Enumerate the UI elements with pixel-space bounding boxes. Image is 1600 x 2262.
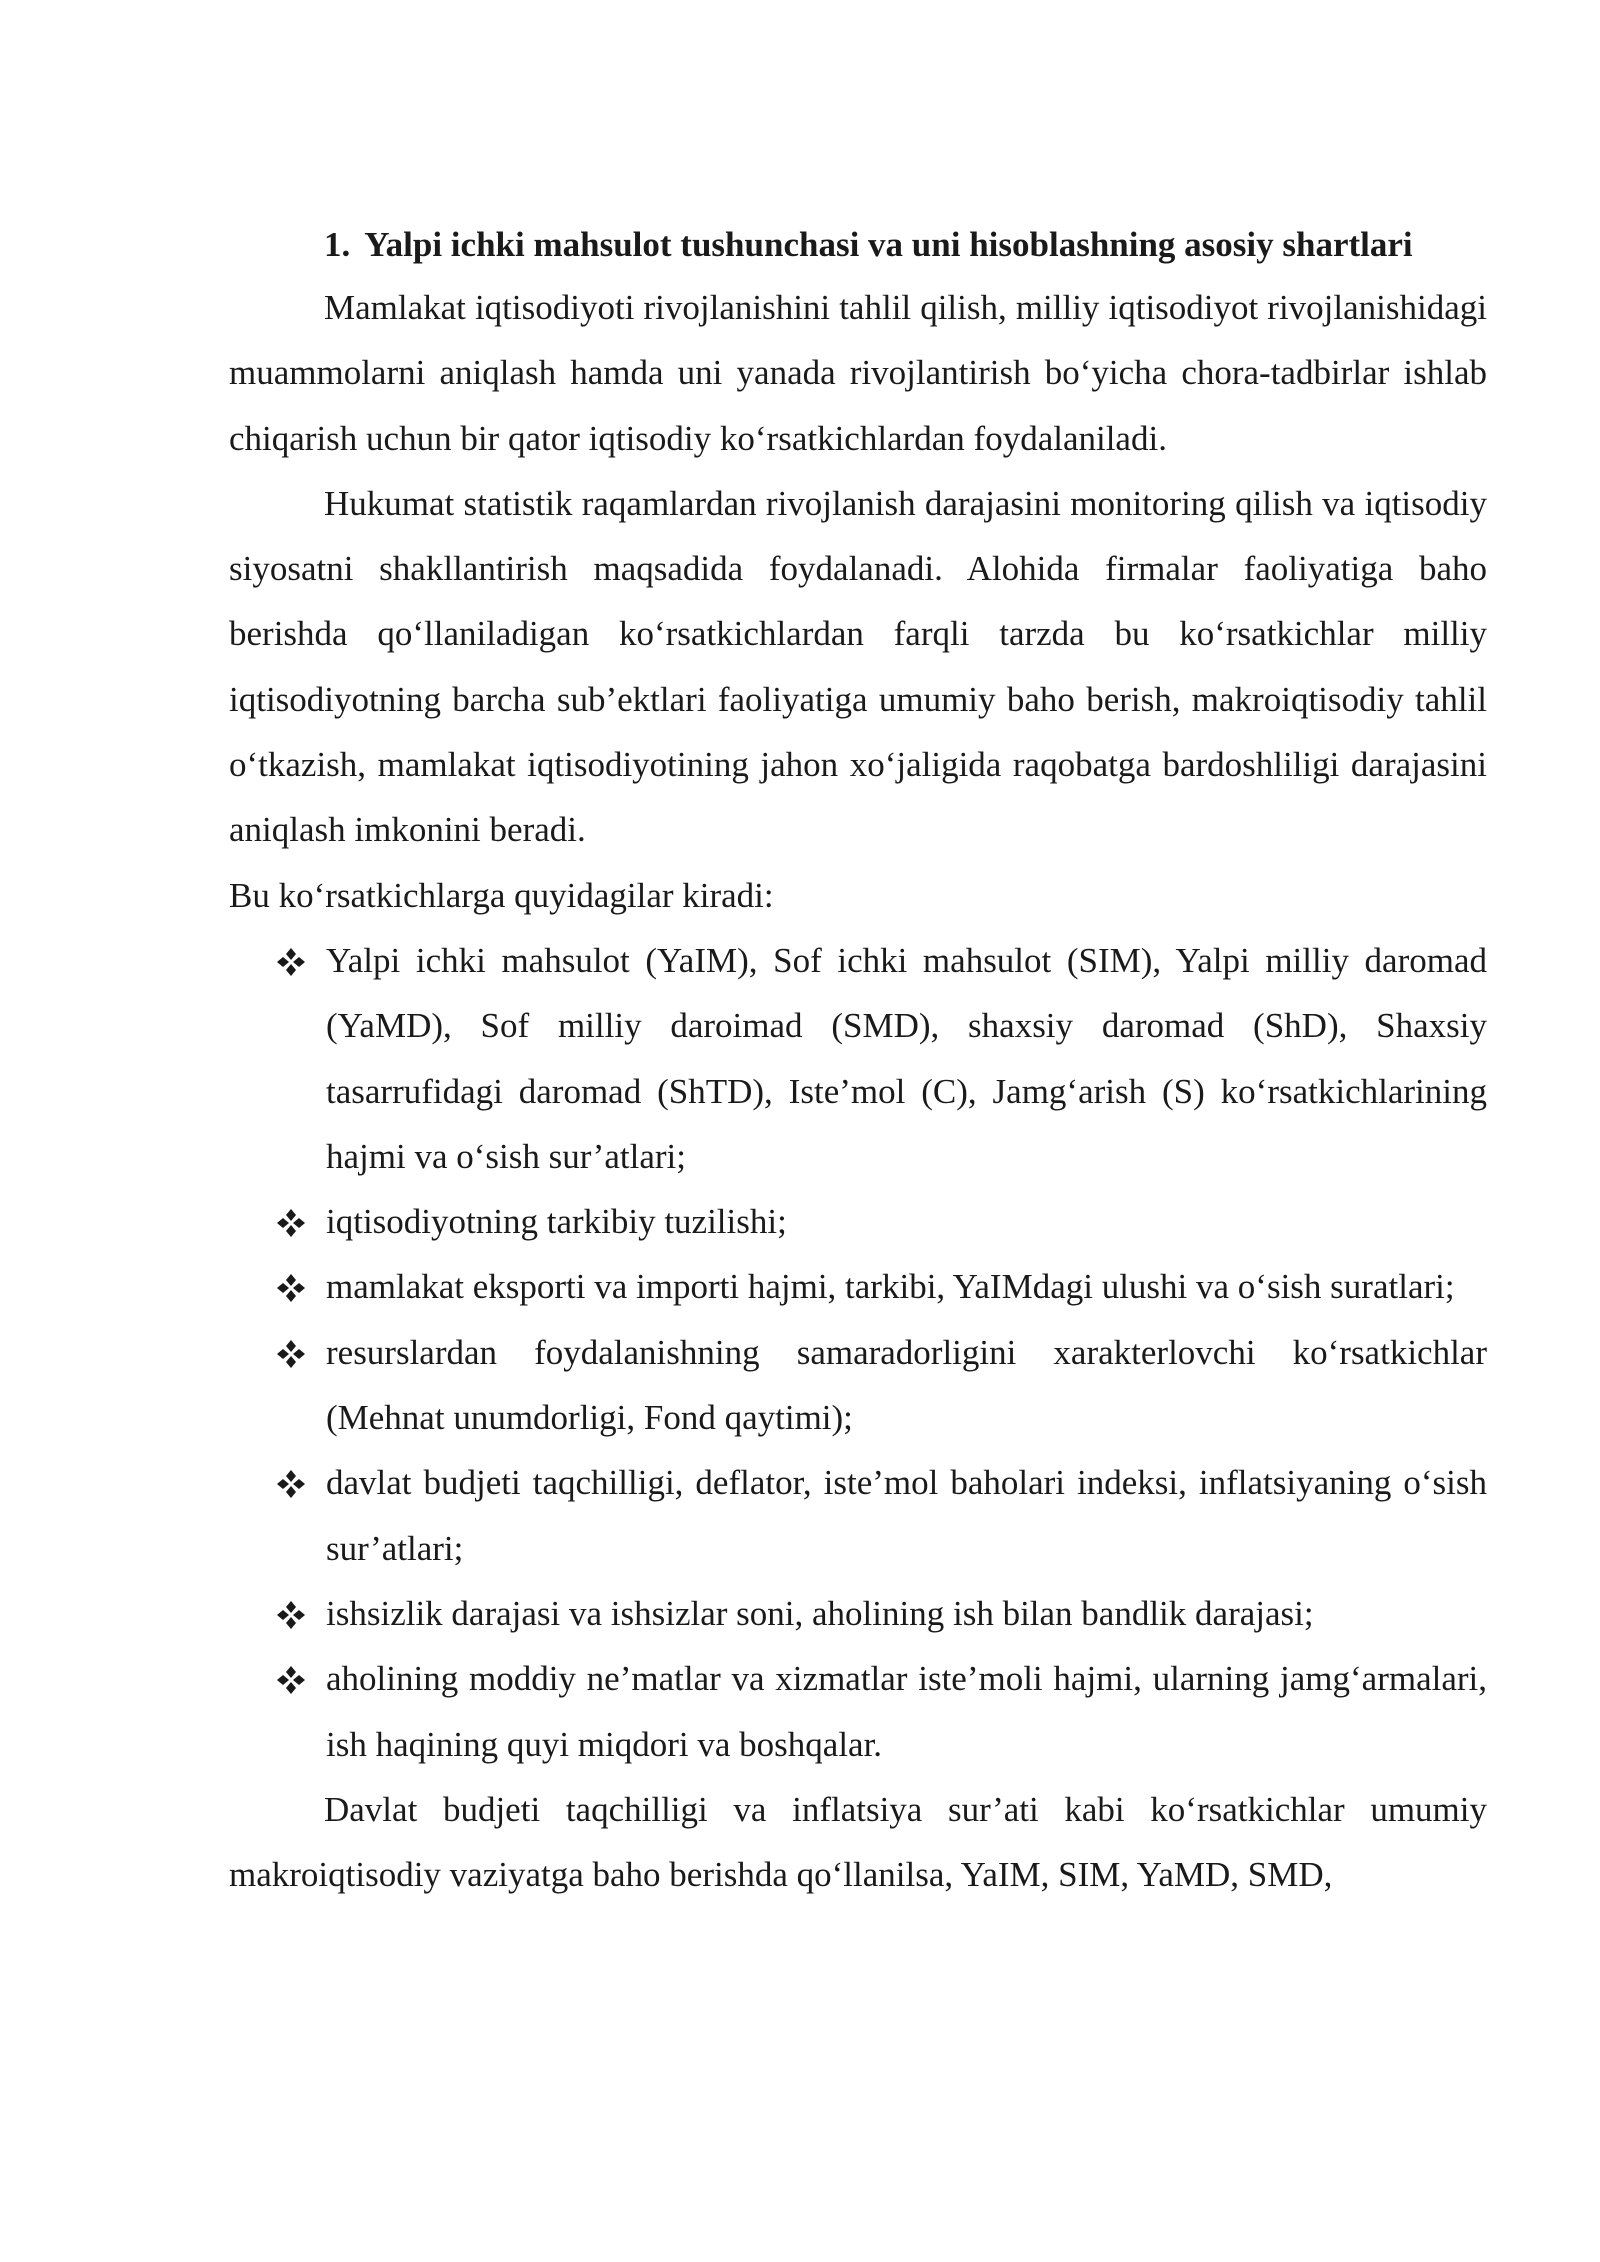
four-diamond-bullet-icon: [276, 1581, 310, 1646]
list-item: [326, 1320, 1487, 1451]
section-number: 1.: [324, 225, 351, 264]
list-item: [326, 1646, 1487, 1777]
four-diamond-bullet-icon: [276, 1189, 310, 1254]
document-page: [229, 215, 1487, 1907]
four-diamond-bullet-icon: [276, 1646, 310, 1711]
list-item-text: Yalpi ichki mahsulot (YaIM), Sof ichki mahsulot (SIM), Yalpi milliy daromad (YaMD), Sof milliy daroimad (SMD), shaxsiy daromad (ShD), Shaxsiy tasarrufidagi daromad (ShTD), Iste’mol (C), Jamg‘arish (S) ko‘rsatkichlarining hajmi va o‘sish sur’atlari;: [326, 940, 1487, 1176]
list-item-text: mamlakat eksporti va importi hajmi, tarkibi, YaIMdagi ulushi va o‘sish suratlari;: [326, 1267, 1455, 1307]
four-diamond-bullet-icon: [276, 1254, 310, 1319]
section-title: Yalpi ichki mahsulot tushunchasi va uni hisoblashning asosiy shartlari: [364, 225, 1413, 264]
list-item-text: ishsizlik darajasi va ishsizlar soni, aholining ish bilan bandlik darajasi;: [326, 1593, 1314, 1633]
four-diamond-bullet-icon: [276, 1320, 310, 1385]
paragraph-1: Mamlakat iqtisodiyoti rivojlanishini tahlil qilish, milliy iqtisodiyot rivojlanishidagi muammolarni aniqlash hamda uni yanada rivojlantirish bo‘yicha chora-tadbirlar ishlab chiqarish uchun bir qator iqtisodiy ko‘rsatkichlardan foydalaniladi.: [229, 288, 1487, 458]
list-item-text: davlat budjeti taqchilligi, deflator, iste’mol baholari indeksi, inflatsiyaning o‘sish sur’atlari;: [326, 1463, 1487, 1568]
section-heading: [229, 215, 1487, 275]
list-item-text: aholining moddiy ne’matlar va xizmatlar iste’moli hajmi, ularning jamg‘armalari, ish haqining quyi miqdori va boshqalar.: [326, 1659, 1487, 1764]
list-item: [326, 1254, 1487, 1319]
closing-paragraph: Davlat budjeti taqchilligi va inflatsiya sur’ati kabi ko‘rsatkichlar umumiy makroiqtisodiy vaziyatga baho berishda qo‘llanilsa, YaIM, SIM, YaMD, SMD,: [229, 1789, 1487, 1895]
list-item-text: iqtisodiyotning tarkibiy tuzilishi;: [326, 1202, 787, 1242]
indicator-list: [229, 928, 1487, 1777]
paragraph-2: Hukumat statistik raqamlardan rivojlanish darajasini monitoring qilish va iqtisodiy siyosatni shakllantirish maqsadida foydalanadi. Alohida firmalar faoliyatiga baho berishda qo‘llaniladigan ko‘rsatkichlardan farqli tarzda bu ko‘rsatkichlar milliy iqtisodiyotning barcha sub’ektlari faoliyatiga umumiy baho berish, makroiqtisodiy tahlil o‘tkazish, mamlakat iqtisodiyotining jahon xo‘jaligida raqobatga bardoshliligi darajasini aniqlash imkonini beradi.: [229, 483, 1487, 850]
four-diamond-bullet-icon: [276, 1450, 310, 1515]
list-item-text: resurslardan foydalanishning samaradorligini xarakterlovchi ko‘rsatkichlar (Mehnat unumdorligi, Fond qaytimi);: [326, 1332, 1487, 1438]
list-item: [326, 928, 1487, 1189]
four-diamond-bullet-icon: [276, 928, 310, 993]
list-item: [326, 1581, 1487, 1646]
list-item: [326, 1450, 1487, 1581]
list-item: [326, 1189, 1487, 1254]
list-intro: Bu ko‘rsatkichlarga quyidagilar kiradi:: [229, 875, 774, 915]
